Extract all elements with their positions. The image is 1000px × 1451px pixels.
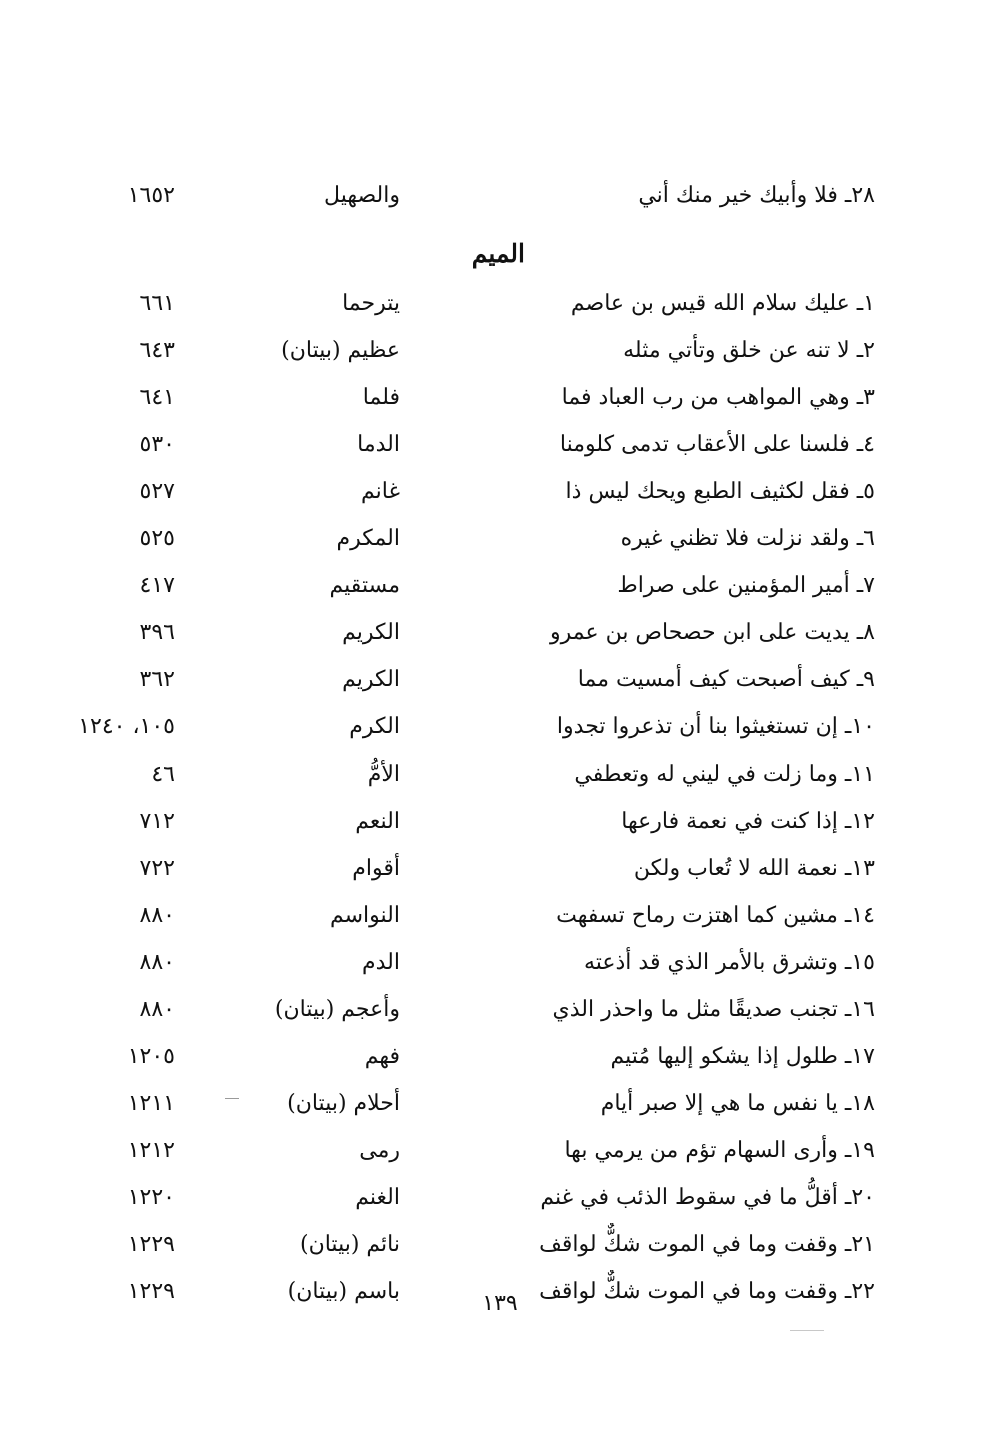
entry-row: [0, 329, 1000, 373]
rhyme-word: رمى: [359, 1138, 400, 1163]
page-reference: ١٦٥٢: [127, 183, 175, 208]
entry-row: [0, 470, 1000, 514]
rhyme-word: النعم: [355, 809, 400, 834]
verse-text: ٢ـ لا تنه عن خلق وتأتي مثله: [623, 338, 875, 363]
rhyme-word: الأمُّ: [367, 762, 400, 787]
rhyme-word: الكريم: [342, 620, 400, 645]
verse-text: ١٦ـ تجنب صديقًا مثل ما واحذر الذي: [552, 997, 875, 1022]
verse-text: ١٩ـ وأرى السهام تؤم من يرمي بها: [564, 1138, 875, 1163]
verse-text: ٣ـ وهي المواهب من رب العباد فما: [561, 385, 875, 410]
entry-row: [0, 753, 1000, 797]
entry-row: [0, 658, 1000, 702]
rhyme-word: المكرم: [336, 526, 400, 551]
page-reference: ٤١٧: [139, 573, 175, 598]
entry-row: [0, 894, 1000, 938]
page-reference: ١٢١٢: [127, 1138, 175, 1163]
verse-text: ١٢ـ إذا كنت في نعمة فارعها: [621, 809, 875, 834]
verse-text: ١٤ـ مشين كما اهتزت رماح تسفهت: [556, 903, 875, 928]
verse-text: ١٥ـ وتشرق بالأمر الذي قد أذعته: [583, 950, 875, 975]
entry-row: [0, 517, 1000, 561]
rhyme-word: الدم: [362, 950, 400, 975]
verse-text: ٦ـ ولقد نزلت فلا تظني غيره: [620, 526, 875, 551]
entry-row: [0, 1129, 1000, 1173]
page-reference: ٥٣٠: [139, 432, 175, 457]
page-reference: ٧٢٢: [139, 856, 175, 881]
entry-row: [0, 1035, 1000, 1079]
rhyme-word: غانم: [361, 479, 400, 504]
rhyme-word: أقوام: [352, 856, 400, 881]
scan-mark: [790, 1330, 824, 1331]
verse-text: ١٣ـ نعمة الله لا تُعاب ولكن: [633, 856, 875, 881]
entry-row: [0, 941, 1000, 985]
page-reference: ٧١٢: [139, 809, 175, 834]
entry-row: [0, 611, 1000, 655]
rhyme-word: الغنم: [355, 1185, 400, 1210]
verse-text: ١٨ـ يا نفس ما هي إلا صبر أيام: [600, 1091, 875, 1116]
rhyme-word: مستقيم: [329, 573, 400, 598]
rhyme-word: النواسم: [329, 903, 400, 928]
rhyme-word: باسم (بيتان): [287, 1279, 400, 1304]
rhyme-word: وأعجم (بيتان): [274, 997, 400, 1022]
page-reference: ٥٢٧: [139, 479, 175, 504]
verse-text: ٥ـ فقل لكثيف الطبع ويحك ليس ذا: [565, 479, 875, 504]
page-reference: ٦٤١: [139, 385, 175, 410]
verse-text: ١ـ عليك سلام الله قيس بن عاصم: [570, 291, 875, 316]
rhyme-word: عظيم (بيتان): [281, 338, 400, 363]
rhyme-word: نائم (بيتان): [299, 1232, 400, 1257]
page-reference: ٥٢٥: [139, 526, 175, 551]
page-reference: ١٢٢٠: [127, 1185, 175, 1210]
top-entry-row: [0, 174, 1000, 218]
rhyme-word: يترحما: [342, 291, 400, 316]
page-reference: ٨٨٠: [139, 950, 175, 975]
verse-text: ٢٠ـ أقلُّ ما في سقوط الذئب في غنم: [540, 1185, 875, 1210]
verse-text: ٧ـ أمير المؤمنين على صراط: [617, 573, 875, 598]
page-reference: ٦٤٣: [139, 338, 175, 363]
rhyme-word: فلما: [362, 385, 400, 410]
entry-row: [0, 1223, 1000, 1267]
entry-row: [0, 564, 1000, 608]
entry-row: [0, 282, 1000, 326]
entry-row: [0, 423, 1000, 467]
rhyme-word: فهم: [364, 1044, 400, 1069]
page-reference: ١٠٥، ١٢٤٠: [78, 714, 175, 739]
page-reference: ٨٨٠: [139, 903, 175, 928]
page-reference: ٤٦: [151, 762, 175, 787]
page-reference: ٣٦٢: [139, 667, 175, 692]
verse-text: ١٠ـ إن تستغيثوا بنا أن تذعروا تجدوا: [556, 714, 875, 739]
verse-text: ٩ـ كيف أصبحت كيف أمسيت مما: [577, 667, 875, 692]
rhyme-word: الكريم: [342, 667, 400, 692]
entry-row: [0, 376, 1000, 420]
rhyme-word: أحلام (بيتان): [287, 1091, 400, 1116]
page-reference: ٣٩٦: [139, 620, 175, 645]
page-reference: ١٢١١: [127, 1091, 175, 1116]
page-reference: ١٢٢٩: [127, 1232, 175, 1257]
verse-text: ١٧ـ طلول إذا يشكو إليها مُتيم: [610, 1044, 875, 1069]
page-reference: ٦٦١: [139, 291, 175, 316]
rhyme-word: الكرم: [349, 714, 400, 739]
verse-text: ٢٨ـ فلا وأبيك خير منك أني: [638, 183, 875, 208]
page-number: ١٣٩: [482, 1291, 518, 1316]
verse-text: ٢١ـ وقفت وما في الموت شكٌّ لواقف: [539, 1232, 875, 1257]
page-reference: ٨٨٠: [139, 997, 175, 1022]
rhyme-word: والصهيل: [324, 183, 400, 208]
entry-row: [0, 705, 1000, 749]
entry-row: [0, 847, 1000, 891]
entry-row: [0, 1176, 1000, 1220]
section-heading: الميم: [471, 239, 525, 268]
verse-text: ٢٢ـ وقفت وما في الموت شكٌّ لواقف: [539, 1279, 875, 1304]
entry-row: [0, 800, 1000, 844]
rhyme-word: الدما: [357, 432, 400, 457]
verse-text: ٨ـ يديت على ابن حصحاص بن عمرو: [549, 620, 875, 645]
verse-text: ٤ـ فلسنا على الأعقاب تدمى كلومنا: [559, 432, 875, 457]
verse-text: ١١ـ وما زلت في ليني له وتعطفي: [574, 762, 875, 787]
entry-row: [0, 1082, 1000, 1126]
page-reference: ١٢٠٥: [127, 1044, 175, 1069]
page-reference: ١٢٢٩: [127, 1279, 175, 1304]
entry-row: [0, 988, 1000, 1032]
scan-mark: [225, 1098, 239, 1099]
